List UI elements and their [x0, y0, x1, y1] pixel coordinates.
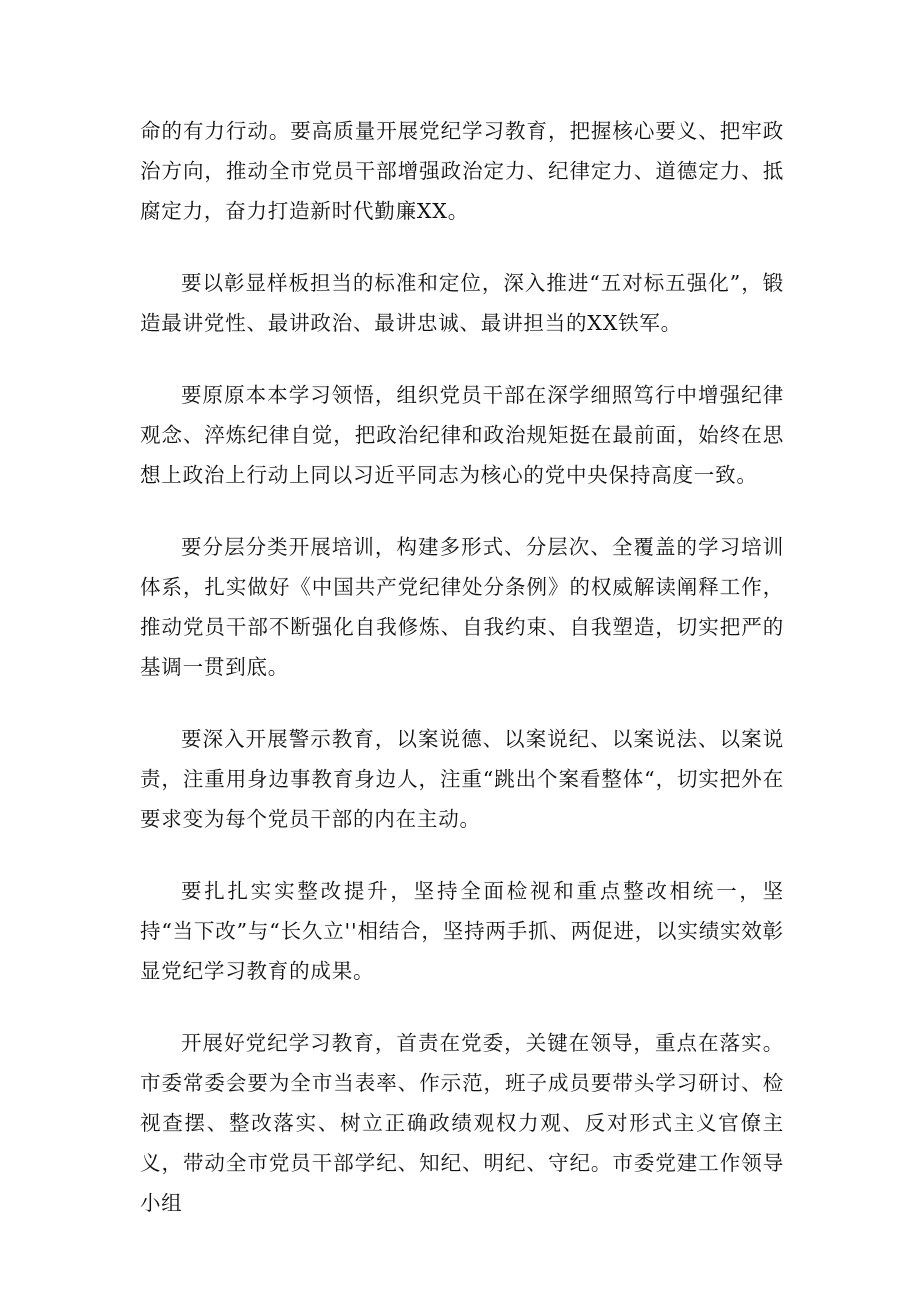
paragraph-model-standard: 要以彰显样板担当的标准和定位，深入推进“五对标五强化”，锻造最讲党性、最讲政治、最讲忠诚、最讲担当的XX铁军。 [140, 271, 784, 335]
paragraph-continuation: 命的有力行动。要高质量开展党纪学习教育，把握核心要义、把牢政治方向，推动全市党员干部增强政治定力、纪律定力、道德定力、抵腐定力，奋力打造新时代勤廉XX。 [140, 119, 784, 223]
paragraph-rectification: 要扎扎实实整改提升，坚持全面检视和重点整改相统一，坚持“当下改”与“长久立''相结合，坚持两手抓、两促进，以实绩实效彰显党纪学习教育的成果。 [140, 879, 784, 983]
paragraph-party-committee-duty: 开展好党纪学习教育，首责在党委，关键在领导，重点在落实。市委常委会要为全市当表率、作示范，班子成员要带头学习研讨、检视查摆、整改落实、树立正确政绩观权力观、反对形式主义官僚主义，带动全市党员干部学纪、知纪、明纪、守纪。市委党建工作领导小组 [140, 1031, 784, 1215]
document-body [140, 111, 784, 1223]
paragraph-warning-education: 要深入开展警示教育，以案说德、以案说纪、以案说法、以案说责，注重用身边事教育身边人，注重“跳出个案看整体“，切实把外在要求变为每个党员干部的内在主动。 [140, 727, 784, 831]
paragraph-layered-training: 要分层分类开展培训，构建多形式、分层次、全覆盖的学习培训体系，扎实做好《中国共产党纪律处分条例》的权威解读阐释工作，推动党员干部不断强化自我修炼、自我约束、自我塑造，切实把严的基调一贯到底。 [140, 535, 784, 679]
paragraph-study-comprehend: 要原原本本学习领悟，组织党员干部在深学细照笃行中增强纪律观念、淬炼纪律自觉，把政治纪律和政治规矩挺在最前面，始终在思想上政治上行动上同以习近平同志为核心的党中央保持高度一致。 [140, 383, 784, 487]
